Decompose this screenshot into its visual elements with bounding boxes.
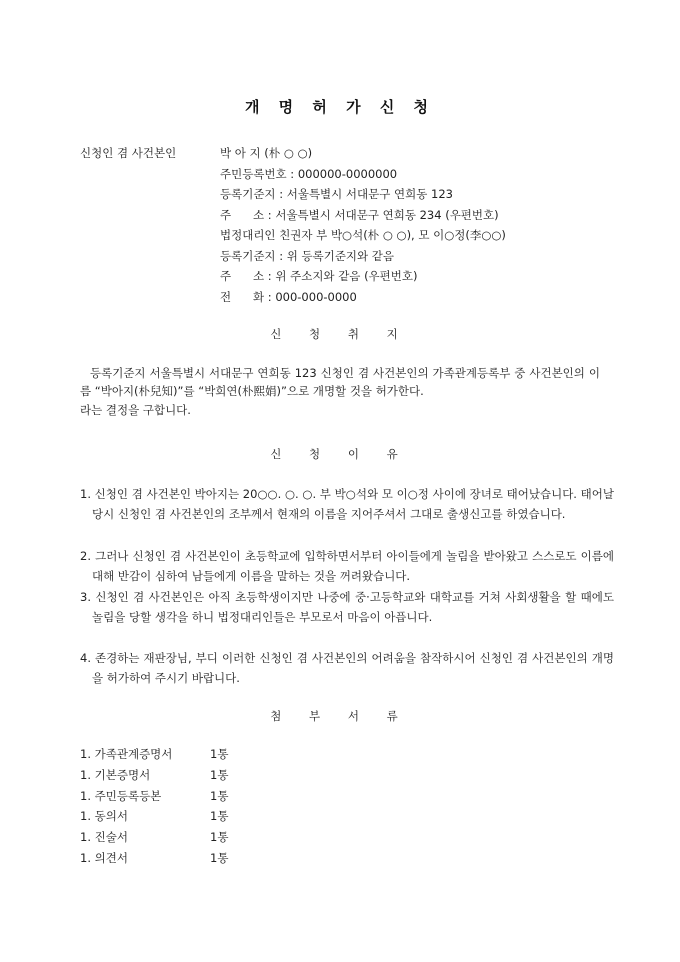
purpose-heading: 신 청 취 지 — [270, 327, 410, 341]
attachment-count: 1통 — [210, 747, 229, 761]
applicant-address: 주 소 : 서울특별시 서대문구 연희동 234 (우편번호) — [220, 208, 499, 222]
attachment-count: 1통 — [210, 789, 229, 803]
reason-item: 2. 그러나 신청인 겸 사건본인이 초등학교에 입학하면서부터 아이들에게 놀림을 받아왔고 스스로도 이름에 대해 반감이 심하여 남들에게 이름을 말하는 것을 꺼려왔습니다. — [80, 549, 614, 583]
attachment-item — [80, 767, 228, 783]
attachment-item — [80, 829, 228, 845]
attachments-heading: 첨 부 서 류 — [270, 709, 410, 723]
attachment-name: 1. 가족관계증명서 — [80, 747, 173, 761]
representative-phone: 전 화 : 000-000-0000 — [220, 290, 357, 304]
applicant-name: 박 아 지 (朴 ○ ○) — [220, 146, 313, 160]
attachment-count: 1통 — [210, 809, 229, 823]
attachment-count: 1통 — [210, 851, 229, 865]
attachment-count: 1통 — [210, 768, 229, 782]
applicant-registry: 등록기준지 : 서울특별시 서대문구 연희동 123 — [220, 187, 453, 201]
applicant-role-label: 신청인 겸 사건본인 — [80, 146, 177, 160]
attachment-name: 1. 동의서 — [80, 809, 128, 823]
attachment-item — [80, 746, 228, 762]
reason-item: 1. 신청인 겸 사건본인 박아지는 20○○. ○. ○. 부 박○석와 모 이○정 사이에 장녀로 태어났습니다. 태어날 당시 신청인 겸 사건본인의 조부께서 현재의 이름을 지어주셔서 그대로 출생신고를 하였습니다. — [80, 487, 614, 521]
purpose-closing: 라는 결정을 구합니다. — [80, 403, 191, 417]
legal-representative: 법정대리인 친권자 부 박○석(朴 ○ ○), 모 이○정(李○○) — [220, 228, 506, 242]
attachment-name: 1. 기본증명서 — [80, 768, 151, 782]
attachment-name: 1. 의견서 — [80, 851, 128, 865]
applicant-resident-number: 주민등록번호 : 000000-0000000 — [220, 167, 398, 181]
document-title: 개 명 허 가 신 청 — [244, 98, 436, 116]
attachment-name: 1. 진술서 — [80, 830, 128, 844]
reason-item: 4. 존경하는 재판장님, 부디 이러한 신청인 겸 사건본인의 어려움을 참작하시어 신청인 겸 사건본인의 개명을 허가하여 주시기 바랍니다. — [80, 651, 614, 685]
reasons-heading: 신 청 이 유 — [270, 447, 410, 461]
attachment-name: 1. 주민등록등본 — [80, 789, 162, 803]
reason-item: 3. 신청인 겸 사건본인은 아직 초등학생이지만 나중에 중·고등학교와 대학교를 거쳐 사회생활을 할 때에도 놀림을 당할 생각을 하니 법정대리인들은 부모로서 마음이 아픕니다. — [80, 590, 614, 624]
attachment-count: 1통 — [210, 830, 229, 844]
representative-address: 주 소 : 위 주소지와 같음 (우편번호) — [220, 269, 418, 283]
attachment-item — [80, 788, 228, 804]
purpose-body: 등록기준지 서울특별시 서대문구 연희동 123 신청인 겸 사건본인의 가족관계등록부 중 사건본인의 이름 “박아지(朴兒知)”를 “박희연(朴熙娟)”으로 개명할 것을 허가한다. — [80, 366, 600, 398]
representative-registry: 등록기준지 : 위 등록기준지와 같음 — [220, 249, 395, 263]
attachment-item — [80, 850, 228, 866]
attachment-item — [80, 808, 228, 824]
